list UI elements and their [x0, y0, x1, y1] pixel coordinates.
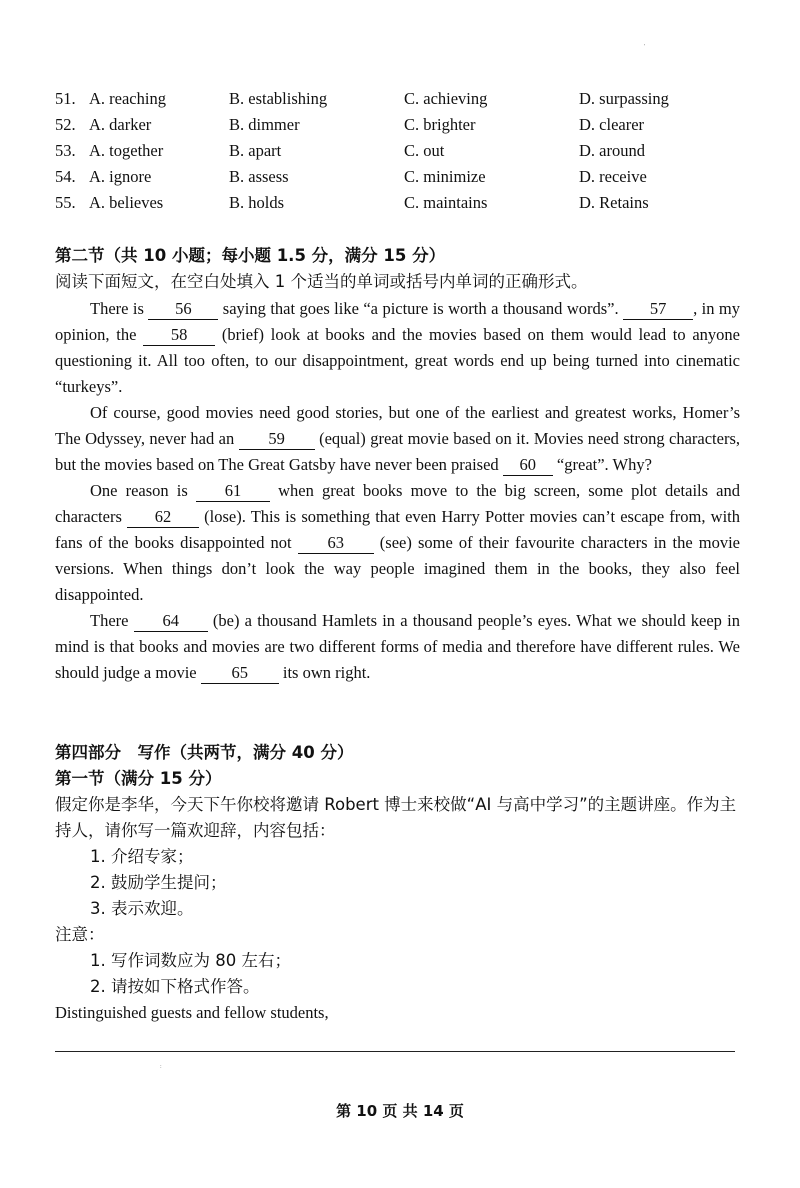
paragraph-1: There is 56 saying that goes like “a picture is worth a thousand words”. 57 , in my opinion, the 58 (brief) look at books and the movies based on them would lead to anyone questioning it. All too often, to our disappointment, great words end up being turned into cinematic “turkeys”. — [55, 299, 741, 396]
paragraph-3: One reason is 61 when great books move to the big screen, some plot details and characters 62 (lose). This is something that even Harry Potter movies can’t escape from, with fans of the books disappointed not 63 (see) some of their favourite characters in the movie versions. When things don’t look the way people imagined them in the books, they also feel disappointed. — [55, 481, 741, 604]
blank-61: 61 — [196, 481, 270, 502]
blank-63: 63 — [298, 533, 374, 554]
task-point: 3. 表示欢迎。 — [90, 899, 194, 918]
writing-task: 假定你是李华，今天下午你校将邀请 Robert 博士来校做“AI 与高中学习”的主题讲座。作为主持人，请你写一篇欢迎辞，内容包括： — [55, 795, 737, 840]
note-item: 2. 请按如下格式作答。 — [90, 977, 260, 996]
multiple-choice-block — [55, 86, 755, 216]
page-number: 第 10 页 共 14 页 — [336, 1102, 464, 1120]
letter-salutation: Distinguished guests and fellow students, — [55, 1003, 329, 1022]
mcq-row: 52. A. darker B. dimmer C. brighter D. clearer — [55, 115, 645, 134]
section2-instruction: 阅读下面短文，在空白处填入 1 个适当的单词或括号内单词的正确形式。 — [55, 272, 588, 291]
blank-57: 57 — [623, 299, 693, 320]
blank-59: 59 — [239, 429, 315, 450]
mcq-row: 55. A. believes B. holds C. maintains D. Retains — [55, 193, 649, 212]
section2-heading: 第二节（共 10 小题；每小题 1.5 分，满分 15 分） — [55, 246, 446, 265]
task-point: 1. 介绍专家； — [90, 847, 194, 866]
blank-65: 65 — [201, 663, 279, 684]
cloze-passage — [55, 296, 740, 686]
paragraph-2: Of course, good movies need good stories, but one of the earliest and greatest works, Homer’s The Odyssey, never had an 59 (equal) great movie based on it. Movies need strong characters, but the movies based on The Great Gatsby have never been praised 60 “great”. Why? — [55, 403, 740, 474]
part4-heading: 第四部分 写作（共两节，满分 40 分） — [55, 743, 354, 762]
mcq-row: 54. A. ignore B. assess C. minimize D. receive — [55, 167, 647, 186]
blank-60: 60 — [503, 455, 553, 476]
note-label: 注意： — [55, 925, 105, 944]
note-item: 1. 写作词数应为 80 左右； — [90, 951, 291, 970]
task-point: 2. 鼓励学生提问； — [90, 873, 227, 892]
paragraph-4: There 64 (be) a thousand Hamlets in a thousand people’s eyes. What we should keep in mind is that books and movies are two different forms of media and therefore have different rules. We should judge a movie 65 its own right. — [55, 611, 740, 682]
mcq-row: 53. A. together B. apart C. out D. around — [55, 141, 645, 160]
scan-mark: : — [160, 1064, 162, 1070]
blank-62: 62 — [127, 507, 199, 528]
blank-64: 64 — [134, 611, 208, 632]
blank-58: 58 — [143, 325, 215, 346]
blank-56: 56 — [148, 299, 218, 320]
part4-subheading: 第一节（满分 15 分） — [55, 769, 222, 788]
mcq-row: 51. A. reaching B. establishing C. achieving D. surpassing — [55, 89, 669, 108]
writing-section — [55, 740, 745, 1026]
answer-line — [55, 1051, 735, 1052]
scan-mark: ' — [644, 44, 646, 50]
